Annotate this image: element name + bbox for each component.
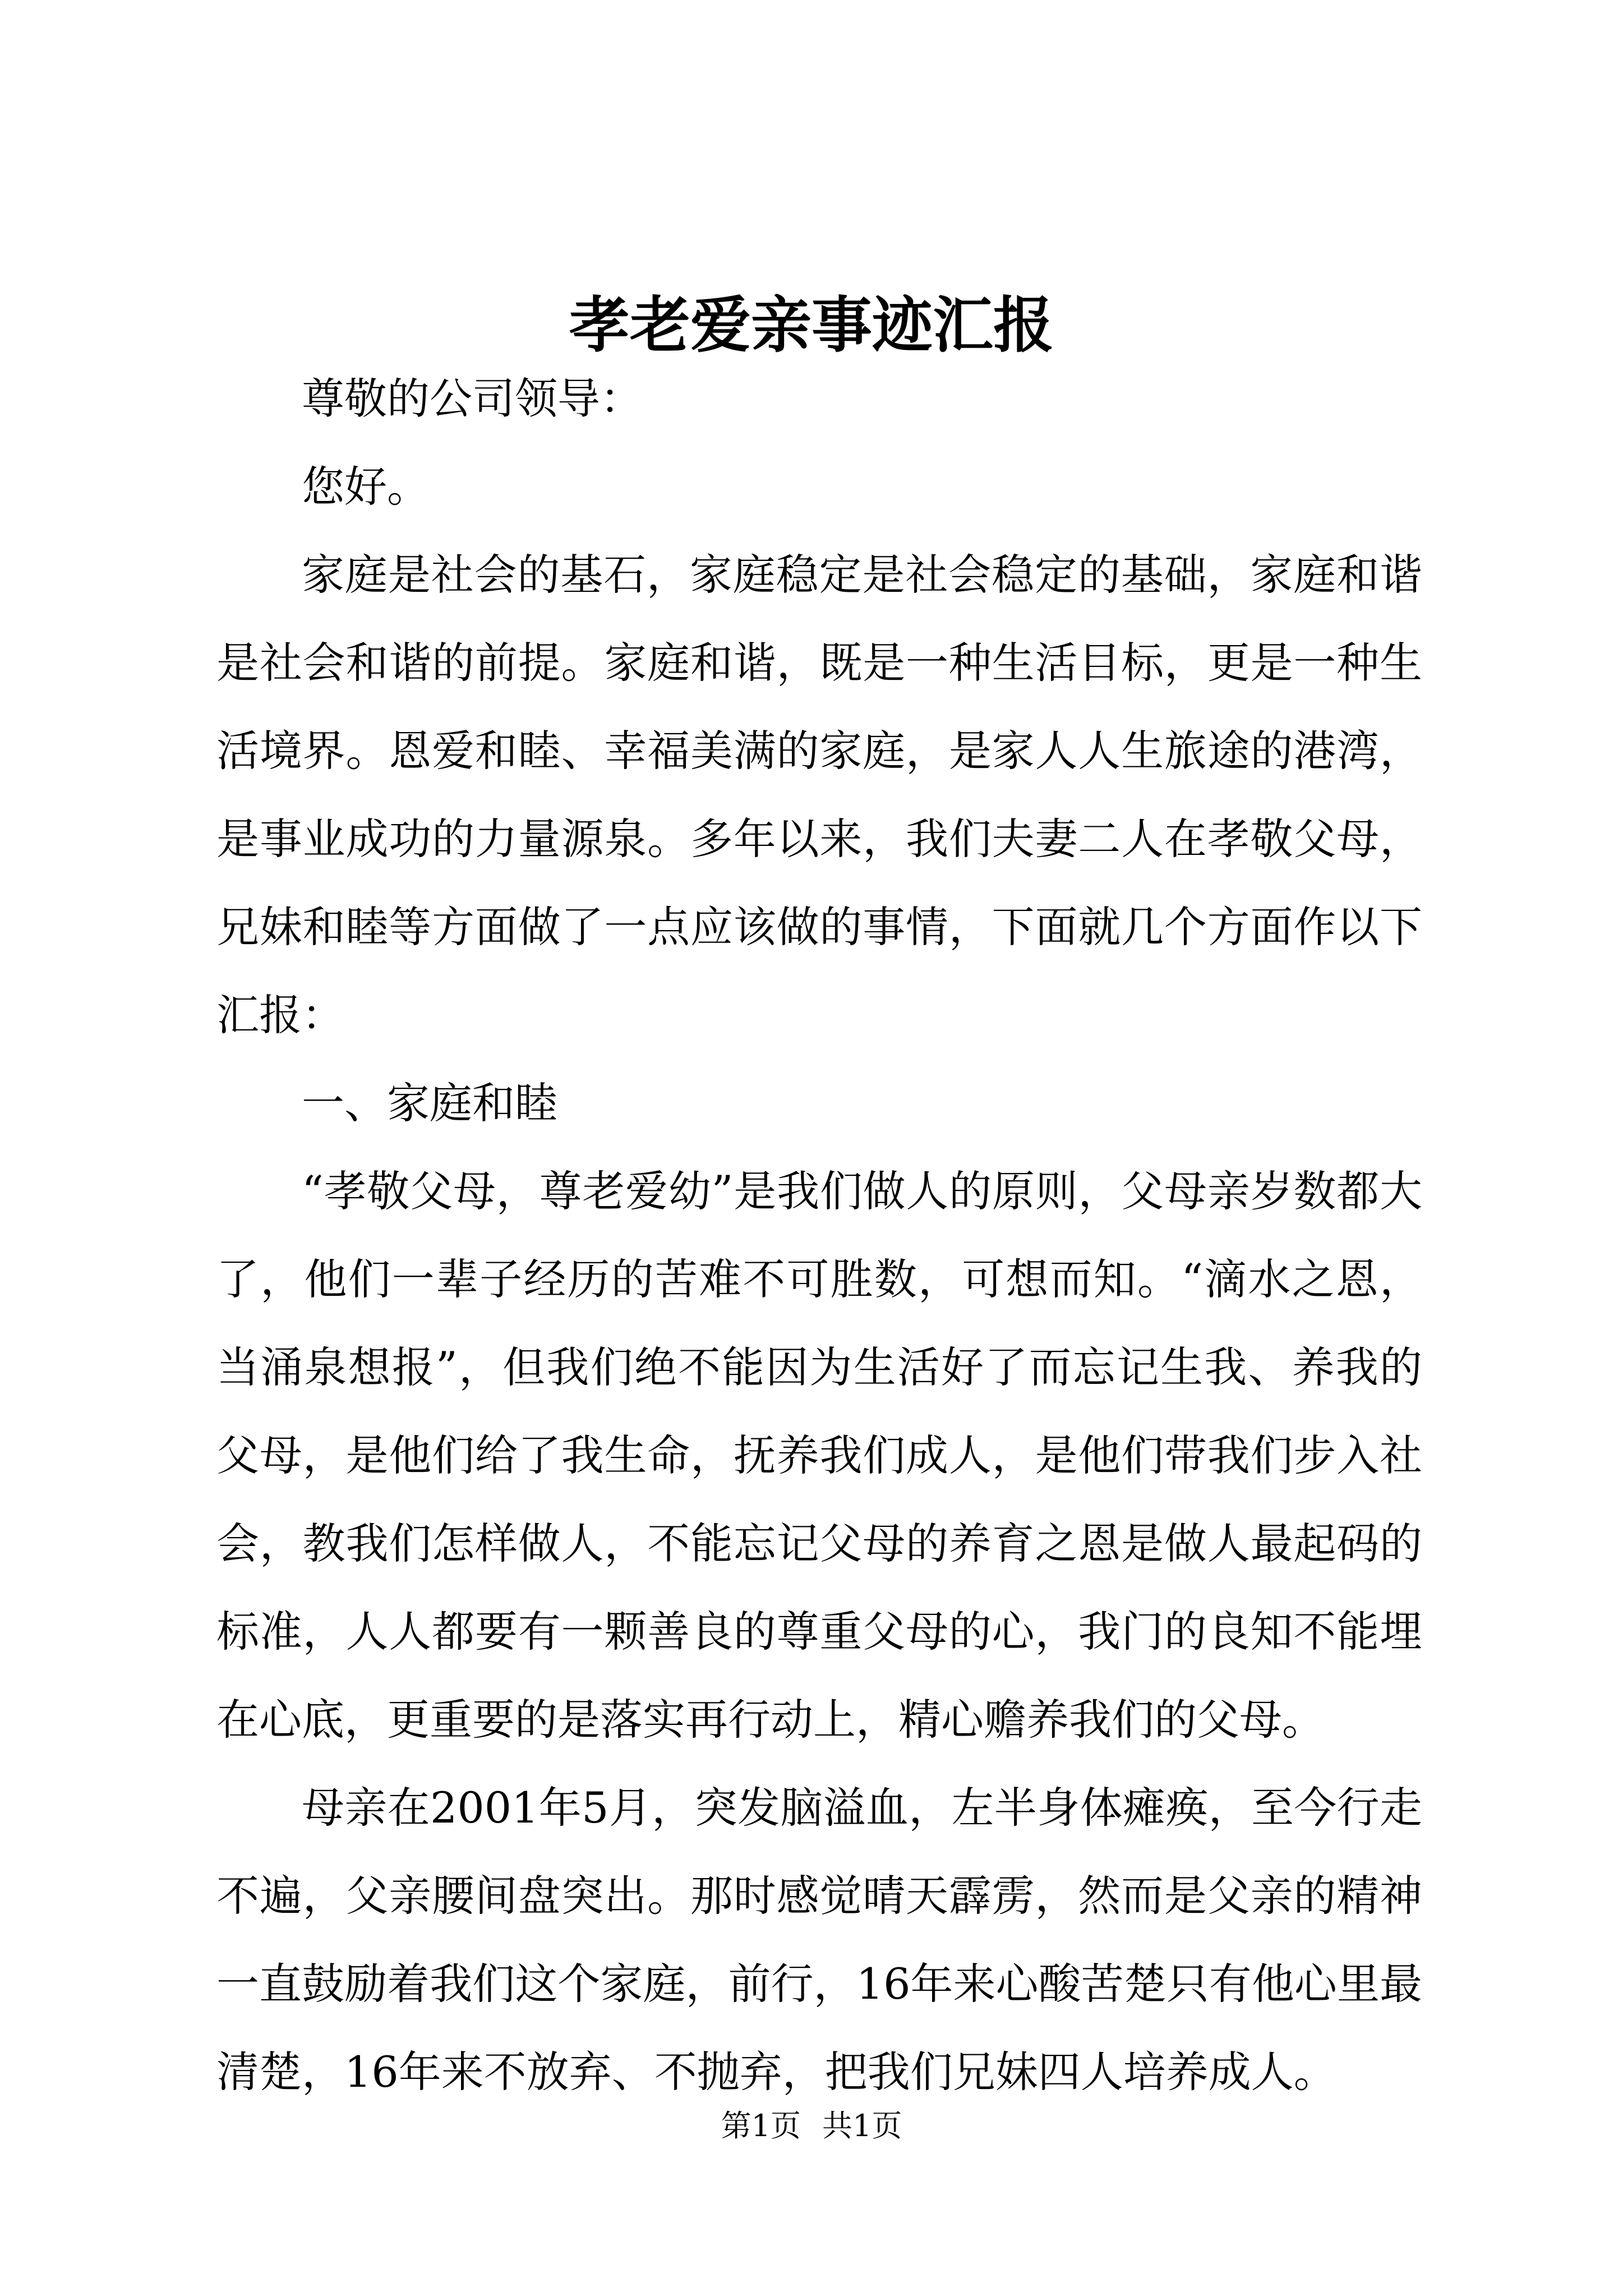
section-heading: 一、家庭和睦 bbox=[302, 1078, 557, 1128]
paragraph-intro: 家庭是社会的基石，家庭稳定是社会稳定的基础，家庭和谐是社会和谐的前提。家庭和谐，既是一种生活目标，更是一种生活境界。恩爱和睦、幸福美满的家庭，是家人人生旅途的港湾，是事业成功的力量源泉。多年以来，我们夫妻二人在孝敬父母，兄妹和睦等方面做了一点应该做的事情，下面就几个方面作以下汇报： bbox=[216, 550, 1422, 1040]
greeting: 您好。 bbox=[302, 462, 430, 512]
document-title: 孝老爱亲事迹汇报 bbox=[569, 290, 1054, 361]
paragraph-mother-illness: 母亲在2001年5月，突发脑溢血，左半身体瘫痪，至今行走不遍，父亲腰间盘突出。那时感觉晴天霹雳，然而是父亲的精神一直鼓励着我们这个家庭，前行，16年来心酸苦楚只有他心里最清楚，16年来不放弃、不抛弃，把我们兄妹四人培养成人。 bbox=[216, 1783, 1422, 2097]
page-total: 共1页 bbox=[822, 2108, 902, 2143]
page-number: 第1页 bbox=[721, 2108, 801, 2143]
page-footer bbox=[0, 2104, 1623, 2148]
paragraph-filial-piety: “孝敬父母，尊老爱幼”是我们做人的原则，父母亲岁数都大了，他们一辈子经历的苦难不可胜数，可想而知。“滴水之恩，当涌泉想报”，但我们绝不能因为生活好了而忘记生我、养我的父母，是他们给了我生命，抚养我们成人，是他们带我们步入社会，教我们怎样做人，不能忘记父母的养育之恩是做人最起码的标准，人人都要有一颗善良的尊重父母的心，我门的良知不能埋在心底，更重要的是落实再行动上，精心赡养我们的父母。 bbox=[216, 1166, 1422, 1745]
document-body bbox=[216, 355, 1422, 2116]
salutation: 尊敬的公司领导： bbox=[302, 374, 643, 424]
